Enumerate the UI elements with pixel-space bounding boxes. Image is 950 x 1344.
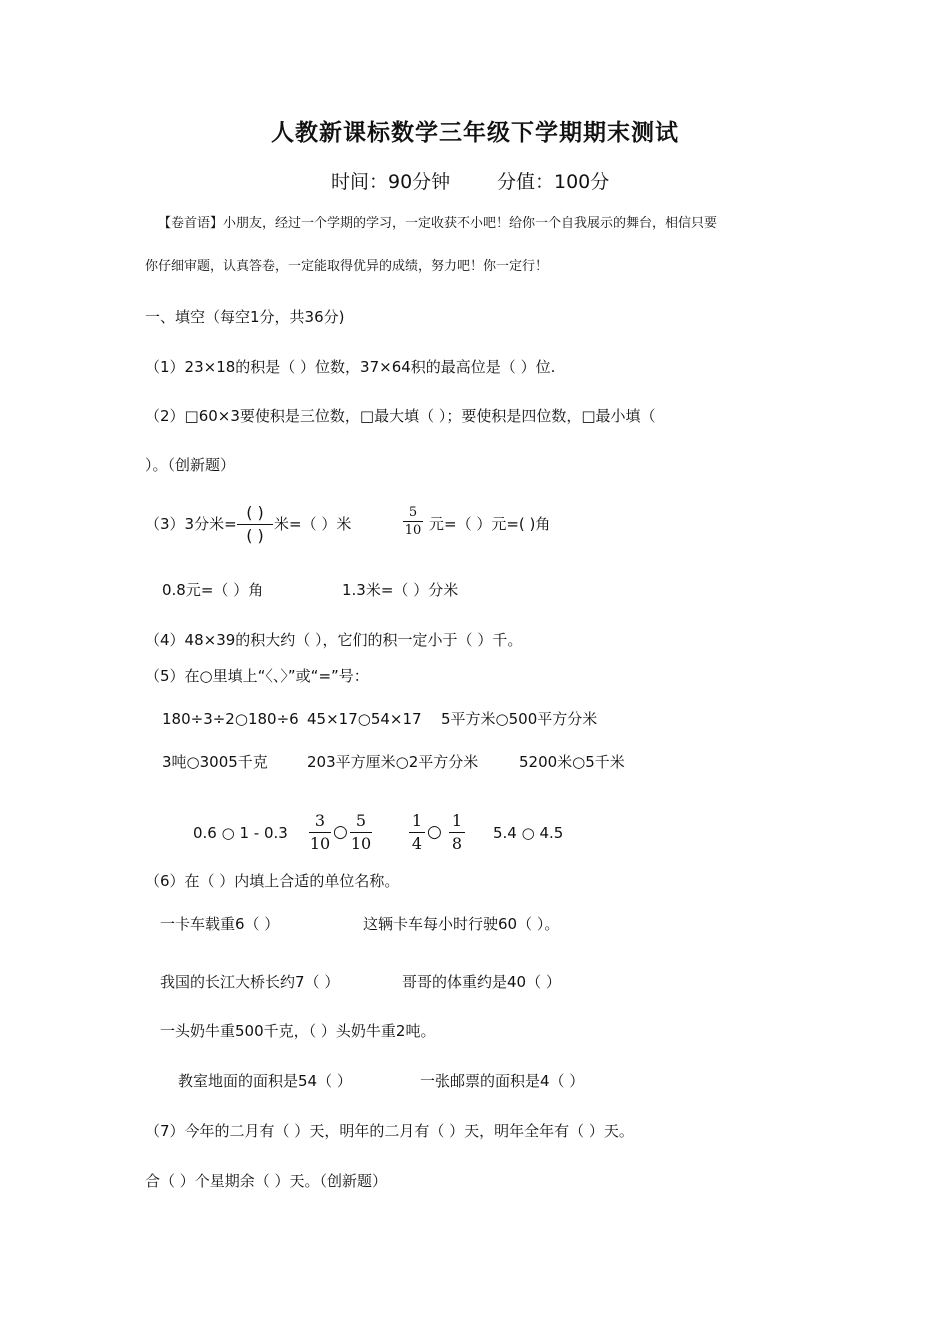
unit-item: 一卡车载重6（ ） <box>160 915 280 933</box>
question-3-part-a: （3）3分米= <box>145 515 237 533</box>
intro-lead: 【卷首语】 <box>158 216 224 231</box>
compare-circle: ○ <box>333 822 348 842</box>
compare-circle: ○ <box>427 822 442 842</box>
compare-item: 5200米○5千米 <box>519 753 625 771</box>
intro-line-1 <box>158 214 717 234</box>
denominator: 10 <box>350 834 372 853</box>
numerator: 5 <box>355 811 367 830</box>
numerator: 1 <box>451 811 463 830</box>
exam-time: 时间：90分钟 <box>331 171 451 193</box>
compare-item: 5.4 ○ 4.5 <box>493 824 564 842</box>
compare-item: 3吨○3005千克 <box>162 753 268 771</box>
denominator: 4 <box>411 834 423 853</box>
unit-item: 教室地面的面积是54（ ） <box>178 1072 352 1090</box>
question-6: （6）在（ ）内填上合适的单位名称。 <box>145 872 400 890</box>
exam-score: 分值：100分 <box>497 171 610 193</box>
blank-numerator: ( ) <box>246 503 264 522</box>
fraction-bar <box>403 521 423 522</box>
denominator: 8 <box>451 834 463 853</box>
question-2-line-2: ）。（创新题） <box>145 456 236 474</box>
question-1: （1）23×18的积是（ ）位数，37×64积的最高位是（ ）位. <box>145 358 556 376</box>
compare-fraction <box>309 811 331 854</box>
compare-item: 180÷3÷2○180÷6 <box>162 710 299 728</box>
unit-item: 一头奶牛重500千克，（ ）头奶牛重2吨。 <box>160 1022 436 1040</box>
blank-denominator: ( ) <box>246 526 264 545</box>
question-3-part-d: 0.8元=（ ）角 <box>162 581 264 599</box>
exam-title: 人教新课标数学三年级下学期期末测试 <box>271 120 679 146</box>
numerator: 1 <box>411 811 423 830</box>
numerator: 5 <box>408 505 418 520</box>
unit-item: 这辆卡车每小时行驶60（ ）。 <box>363 915 560 933</box>
question-7-line-2: 合（ ）个星期余（ ）天。（创新题） <box>145 1172 388 1190</box>
compare-fraction <box>409 811 425 854</box>
denominator: 10 <box>309 834 331 853</box>
question-5: （5）在○里填上“〈、〉”或“=”号： <box>145 667 369 685</box>
question-2-line-1: （2）□60×3要使积是三位数，□最大填（ ）；要使积是四位数，□最小填（ <box>145 407 656 425</box>
fraction-bar <box>449 832 465 833</box>
question-7-line-1: （7）今年的二月有（ ）天，明年的二月有（ ）天，明年全年有（ ）天。 <box>145 1122 634 1140</box>
compare-item: 5平方米○500平方分米 <box>441 710 598 728</box>
question-3-part-c: 元=（ ）元=( )角 <box>429 515 551 533</box>
question-3-blank-fraction <box>237 503 273 546</box>
compare-fraction <box>350 811 372 854</box>
fraction-bar <box>409 832 425 833</box>
fraction-bar <box>309 832 331 833</box>
unit-item: 哥哥的体重约是40（ ） <box>402 973 561 991</box>
question-3-part-e: 1.3米=（ ）分米 <box>342 581 459 599</box>
compare-item: 203平方厘米○2平方分米 <box>307 753 479 771</box>
unit-item: 一张邮票的面积是4（ ） <box>420 1072 585 1090</box>
fraction-bar <box>350 832 372 833</box>
compare-item: 45×17○54×17 <box>307 710 422 728</box>
question-3-fraction <box>403 505 423 538</box>
section-1-heading: 一、填空（每空1分，共36分) <box>145 308 345 326</box>
question-4: （4）48×39的积大约（ ），它们的积一定小于（ ）千。 <box>145 631 523 649</box>
numerator: 3 <box>314 811 326 830</box>
compare-item: 0.6 ○ 1 - 0.3 <box>193 824 288 842</box>
intro-line-2: 你仔细审题，认真答卷，一定能取得优异的成绩，努力吧！你一定行！ <box>145 259 549 274</box>
compare-fraction <box>449 811 465 854</box>
denominator: 10 <box>404 523 422 538</box>
intro-text-1: 小朋友，经过一个学期的学习，一定收获不小吧！给你一个自我展示的舞台，相信只要 <box>223 216 718 231</box>
unit-item: 我国的长江大桥长约7（ ） <box>160 973 340 991</box>
question-3-part-b: 米=（ ）米 <box>274 515 352 533</box>
fraction-bar <box>237 524 273 525</box>
